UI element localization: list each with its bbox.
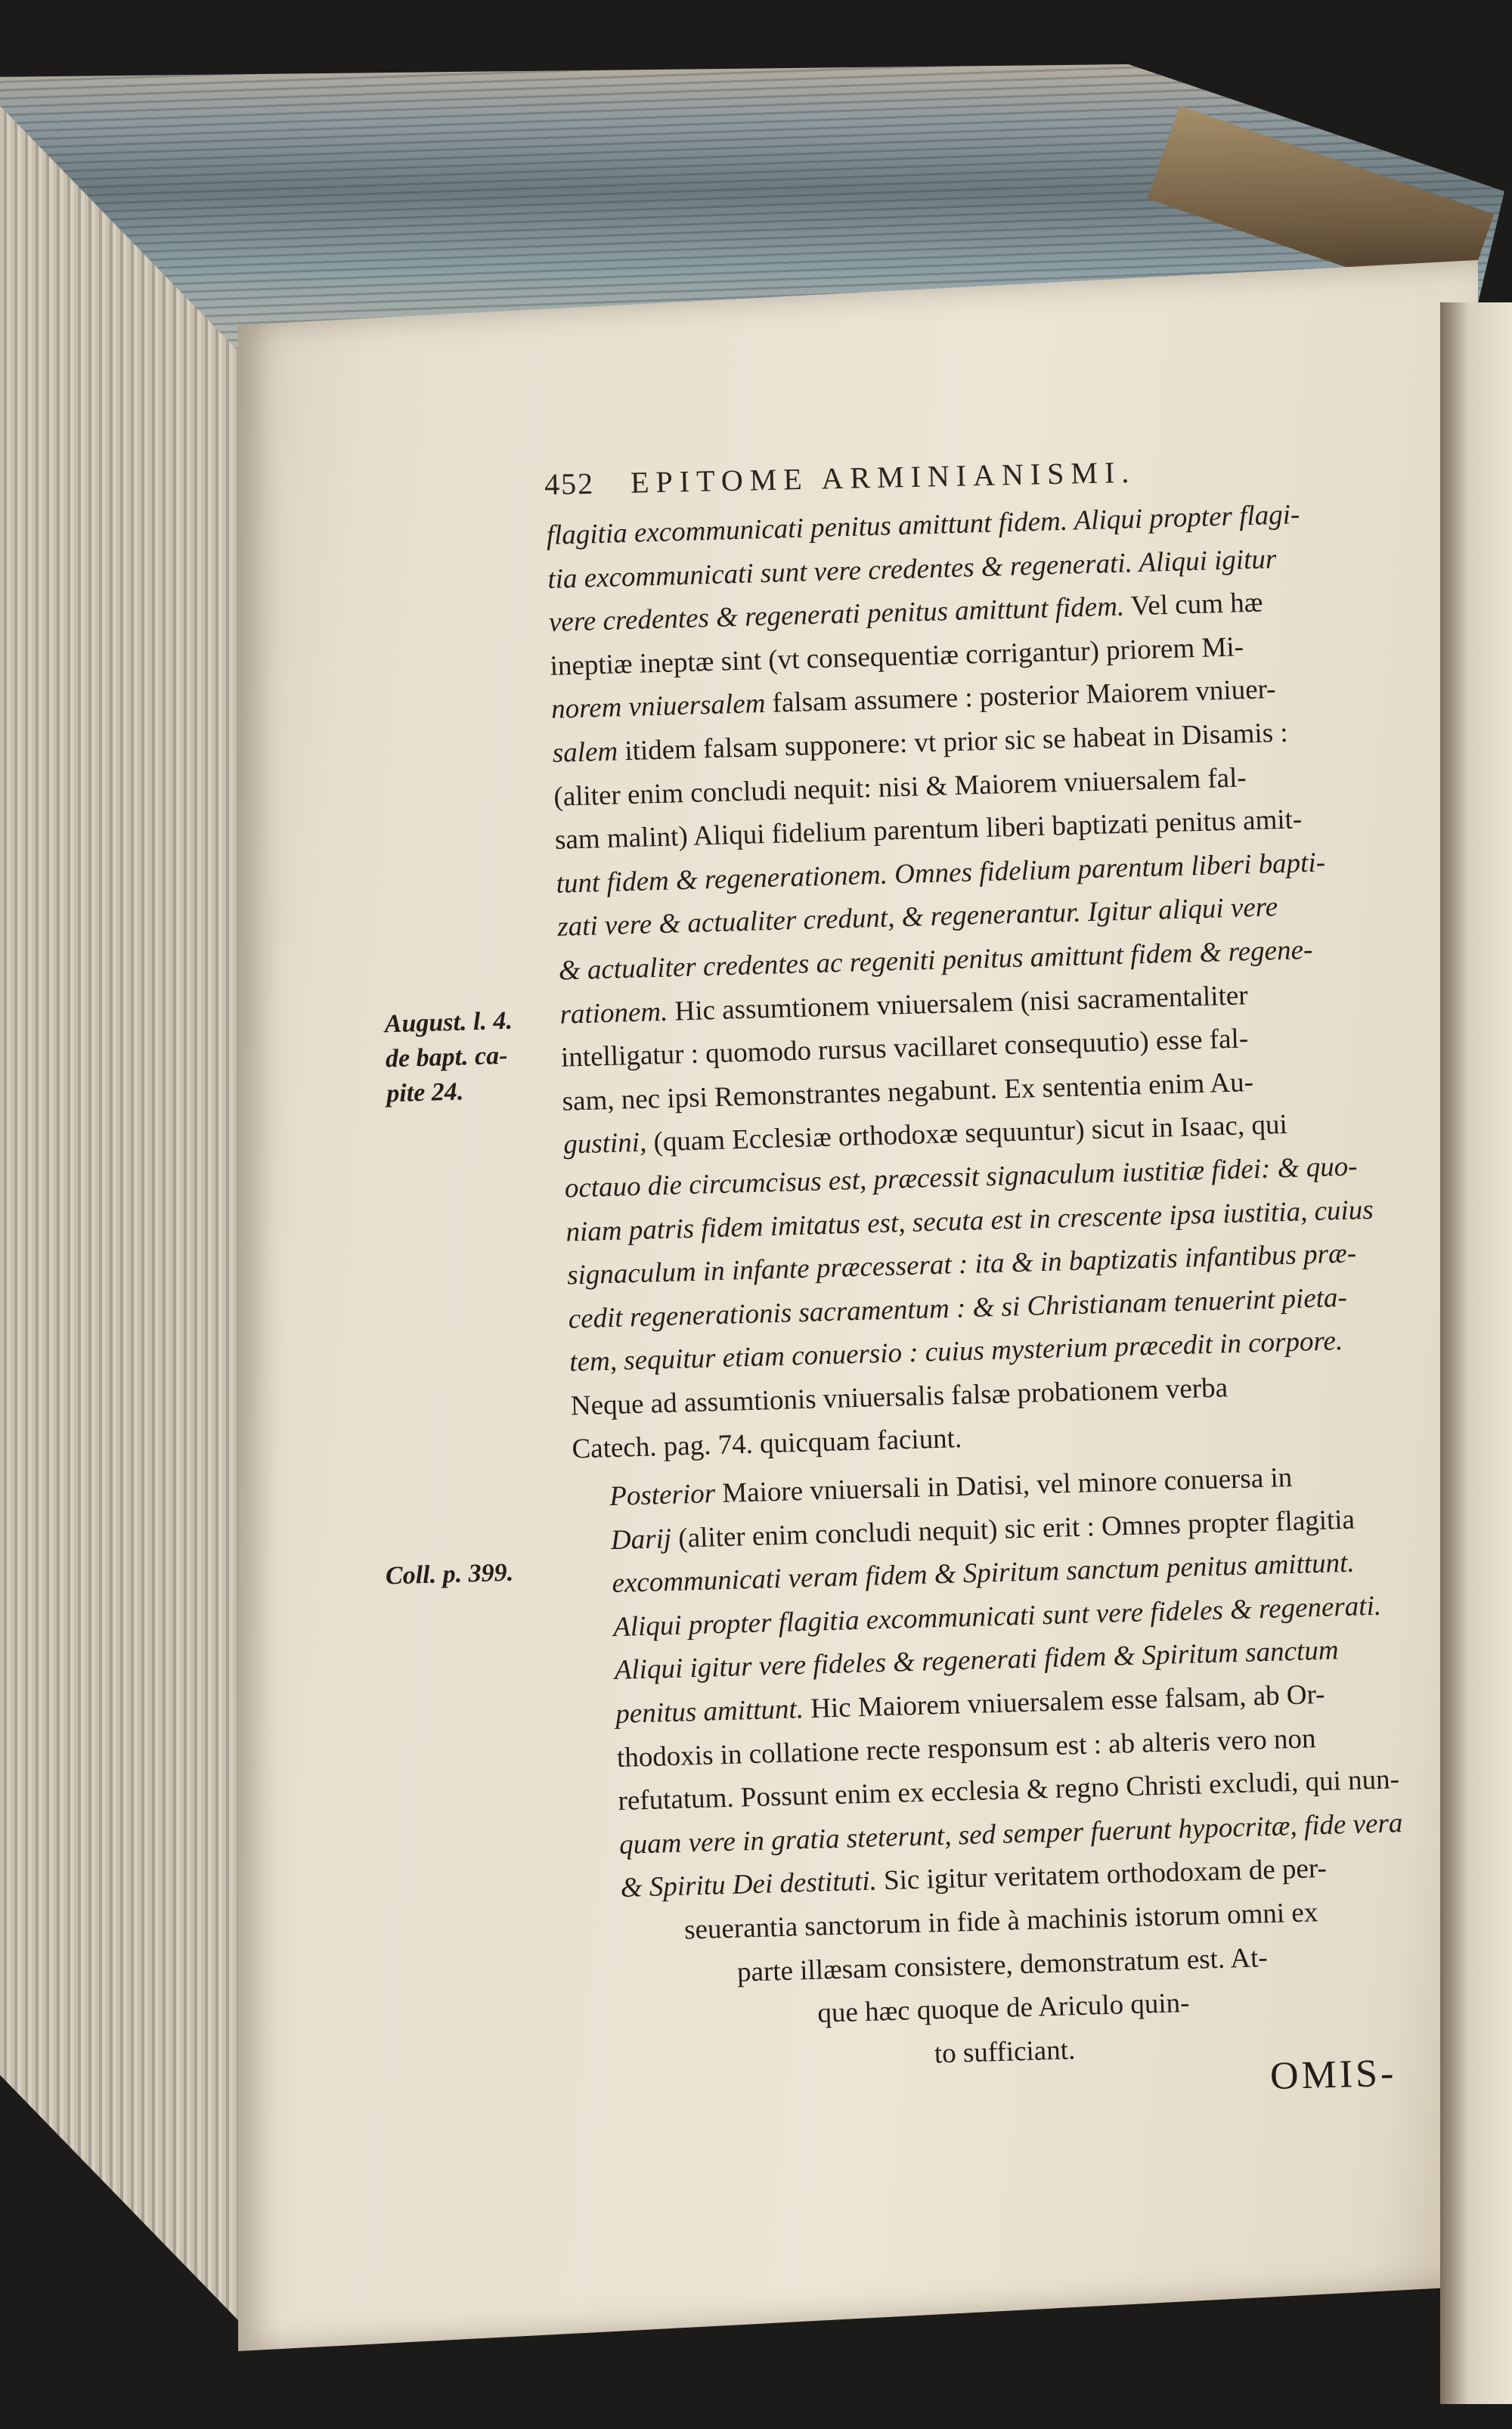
italic-text: niam patris fidem imitatus est, secuta est in crescente ipsa iustitia, cuius bbox=[565, 1194, 1374, 1248]
closing-line: to sufficiant. bbox=[934, 2034, 1076, 2070]
roman-text: Maiore vniuersali in Datisi, vel minore conuersa in bbox=[714, 1462, 1293, 1510]
paragraph bbox=[546, 489, 1464, 1472]
italic-text: gustini, bbox=[562, 1126, 647, 1160]
roman-text: refutatum. Possunt enim ex ecclesia & regno Christi excludi, qui nun- bbox=[618, 1764, 1400, 1817]
roman-text: ineptiæ ineptæ sint (vt consequentiæ corrigantur) priorem Mi- bbox=[550, 631, 1244, 682]
roman-text: Sic igitur veritatem orthodoxam de per- bbox=[876, 1853, 1328, 1897]
roman-text: Neque ad assumtionis vniuersalis falsæ probationem verba bbox=[570, 1372, 1228, 1422]
margin-note-text: Coll. p. 399. bbox=[385, 1558, 514, 1591]
margin-note-augustine bbox=[384, 1004, 515, 1112]
italic-text: tia excommunicati sunt vere credentes & regenerati. Aliqui igitur bbox=[547, 543, 1277, 595]
italic-text: quam vere in gratia steterunt, sed semper fuerunt hypocritæ, fide vera bbox=[618, 1807, 1403, 1860]
italic-text: signaculum in infante præcesserat : ita & in baptizatis infantibus præ- bbox=[566, 1238, 1357, 1291]
closing-line: seuerantia sanctorum in fide à machinis istorum omni ex bbox=[683, 1897, 1318, 1946]
italic-text: penitus amittunt. bbox=[615, 1693, 804, 1730]
roman-text: Catech. pag. 74. quicquam faciunt. bbox=[571, 1423, 962, 1465]
roman-text: thodoxis in collatione recte responsum est : ab alteris vero non bbox=[616, 1722, 1316, 1774]
roman-text: sam malint) Aliqui fidelium parentum liberi baptizati penitus amit- bbox=[554, 804, 1303, 856]
margin-note-collatio bbox=[385, 1556, 513, 1594]
italic-text: tem, sequitur etiam conuersio : cuius mysterium præcedit in corpore. bbox=[569, 1325, 1343, 1378]
page-number: 452 bbox=[544, 466, 595, 502]
paragraph bbox=[573, 1452, 1477, 1912]
roman-text: (aliter enim concludi nequit) sic erit : Omnes propter flagitia bbox=[671, 1504, 1356, 1554]
italic-text: rationem. bbox=[559, 996, 668, 1030]
italic-text: vere credentes & regenerati penitus amittunt fidem. bbox=[548, 590, 1125, 639]
italic-text: & Spiritu Dei destituti. bbox=[620, 1865, 878, 1904]
italic-text: zati vere & actualiter credunt, & regenerantur. Igitur aliqui vere bbox=[556, 891, 1278, 943]
italic-text: excommunicati veram fidem & Spiritum sanctum penitus amittunt. bbox=[611, 1547, 1356, 1600]
closing-line: que hæc quoque de Ariculo quin- bbox=[816, 1988, 1190, 2029]
italic-text: Aliqui igitur vere fideles & regenerati fidem & Spiritum sanctum bbox=[614, 1634, 1340, 1687]
italic-text: salem bbox=[552, 736, 618, 769]
roman-text: falsam assumere : posterior Maiorem vniuer- bbox=[764, 674, 1277, 720]
italic-text: octauo die circumcisus est, præcessit signaculum iustitiæ fidei: & quo- bbox=[564, 1151, 1359, 1204]
page-body bbox=[546, 489, 1482, 2086]
italic-text: & actualiter credentes ac regeniti penitus amittunt fidem & regene- bbox=[558, 934, 1313, 987]
catchword: OMIS- bbox=[1269, 2051, 1398, 2099]
roman-text: (quam Ecclesiæ orthodoxæ sequuntur) sicut in Isaac, qui bbox=[646, 1109, 1288, 1158]
roman-text: Hic assumtionem vniuersalem (nisi sacramentaliter bbox=[667, 979, 1249, 1027]
italic-text: Posterior bbox=[609, 1478, 716, 1513]
italic-text: norem vniuersalem bbox=[550, 688, 766, 726]
italic-text: cedit regenerationis sacramentum : & si Christianam tenuerint pieta- bbox=[568, 1281, 1348, 1335]
roman-text: itidem falsam supponere: vt prior sic se habeat in Disamis : bbox=[617, 717, 1289, 767]
margin-note-text: August. l. 4. de bapt. ca- pite 24. bbox=[384, 1006, 513, 1108]
closing-line: parte illæsam consistere, demonstratum est. At- bbox=[736, 1941, 1269, 1988]
roman-text: Vel cum hæ bbox=[1123, 587, 1263, 622]
roman-text: sam, nec ipsi Remonstrantes negabunt. Ex sententia enim Au- bbox=[562, 1066, 1254, 1117]
italic-text: Aliqui propter flagitia excommunicati sunt vere fideles & regenerati. bbox=[612, 1590, 1382, 1643]
running-head: EPITOME ARMINIANISMI. bbox=[630, 454, 1136, 500]
roman-text: Hic Maiorem vniuersalem esse falsam, ab Or- bbox=[803, 1678, 1325, 1725]
italic-text: tunt fidem & regenerationem. Omnes fidelium parentum liberi bapti- bbox=[556, 847, 1326, 900]
italic-text: Darij bbox=[610, 1523, 672, 1556]
roman-text: intelligatur : quomodo rursus vacillaret consequutio) esse fal- bbox=[560, 1023, 1249, 1074]
roman-text: (aliter enim concludi nequit: nisi & Maiorem vniuersalem fal- bbox=[553, 761, 1247, 813]
book-fore-edge bbox=[0, 106, 261, 2344]
italic-text: flagitia excommunicati penitus amittunt fidem. Aliqui propter flagi- bbox=[546, 499, 1300, 551]
